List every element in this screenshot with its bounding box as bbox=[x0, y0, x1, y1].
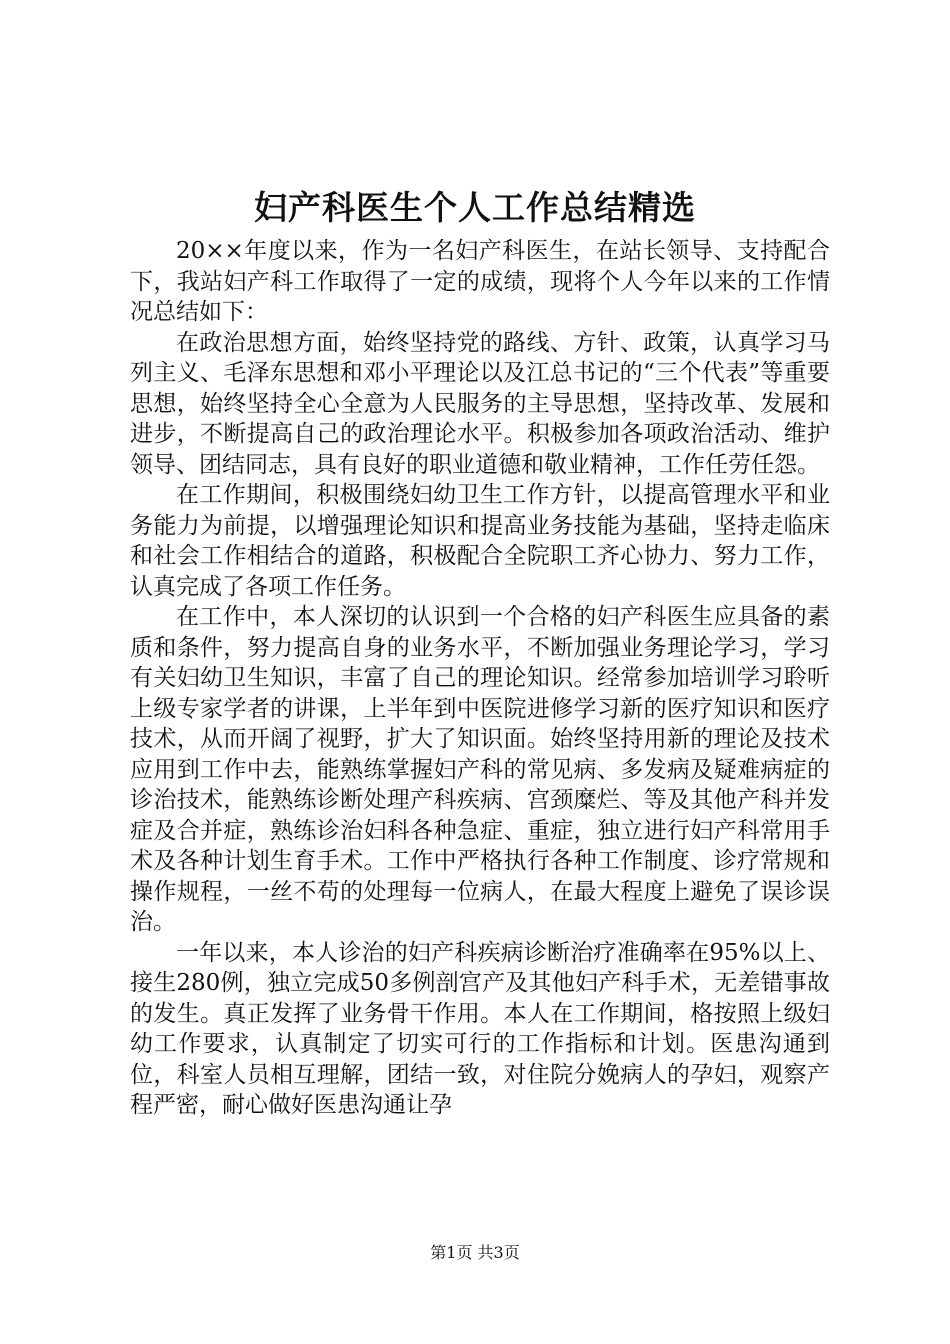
paragraph-intro: 20××年度以来，作为一名妇产科医生，在站长领导、支持配合下，我站妇产科工作取得了一定的成绩，现将个人今年以来的工作情况总结如下： bbox=[130, 238, 830, 325]
document-title: 妇产科医生个人工作总结精选 bbox=[254, 188, 696, 227]
paragraph-professional: 在工作中，本人深切的认识到一个合格的妇产科医生应具备的素质和条件，努力提高自身的业务水平，不断加强业务理论学习，学习有关妇幼卫生知识，丰富了自己的理论知识。经常参加培训学习聆听上级专家学者的讲课，上半年到中医院进修学习新的医疗知识和医疗技术，从而开阔了视野，扩大了知识面。始终坚持用新的理论及技术应用到工作中去，能熟练掌握妇产科的常见病、多发病及疑难病症的诊治技术，能熟练诊断处理产科疾病、宫颈糜烂、等及其他产科并发症及合并症，熟练诊治妇科各种急症、重症，独立进行妇产科常用手术及各种计划生育手术。工作中严格执行各种工作制度、诊疗常规和操作规程，一丝不苟的处理每一位病人，在最大程度上避免了误诊误治。 bbox=[130, 604, 830, 935]
document-body bbox=[130, 236, 830, 1121]
paragraph-achievements: 一年以来，本人诊治的妇产科疾病诊断治疗准确率在95%以上、接生280例，独立完成50多例剖宫产及其他妇产科手术，无差错事故的发生。真正发挥了业务骨干作用。本人在工作期间，格按照上级妇幼工作要求，认真制定了切实可行的工作指标和计划。医患沟通到位，科室人员相互理解，团结一致，对住院分娩病人的孕妇，观察产程严密，耐心做好医患沟通让孕 bbox=[130, 939, 830, 1118]
paragraph-political: 在政治思想方面，始终坚持党的路线、方针、政策，认真学习马列主义、毛泽东思想和邓小平理论以及江总书记的“三个代表”等重要思想，始终坚持全心全意为人民服务的主导思想，坚持改革、发展和进步，不断提高自己的政治理论水平。积极参加各项政治活动、维护领导、团结同志，具有良好的职业道德和敬业精神，工作任劳任怨。 bbox=[130, 329, 830, 478]
page-number-footer: 第1页 共3页 bbox=[430, 1243, 520, 1262]
paragraph-work-period: 在工作期间，积极围绕妇幼卫生工作方针，以提高管理水平和业务能力为前提，以增强理论知识和提高业务技能为基础，坚持走临床和社会工作相结合的道路，积极配合全院职工齐心协力、努力工作，认真完成了各项工作任务。 bbox=[130, 482, 830, 600]
